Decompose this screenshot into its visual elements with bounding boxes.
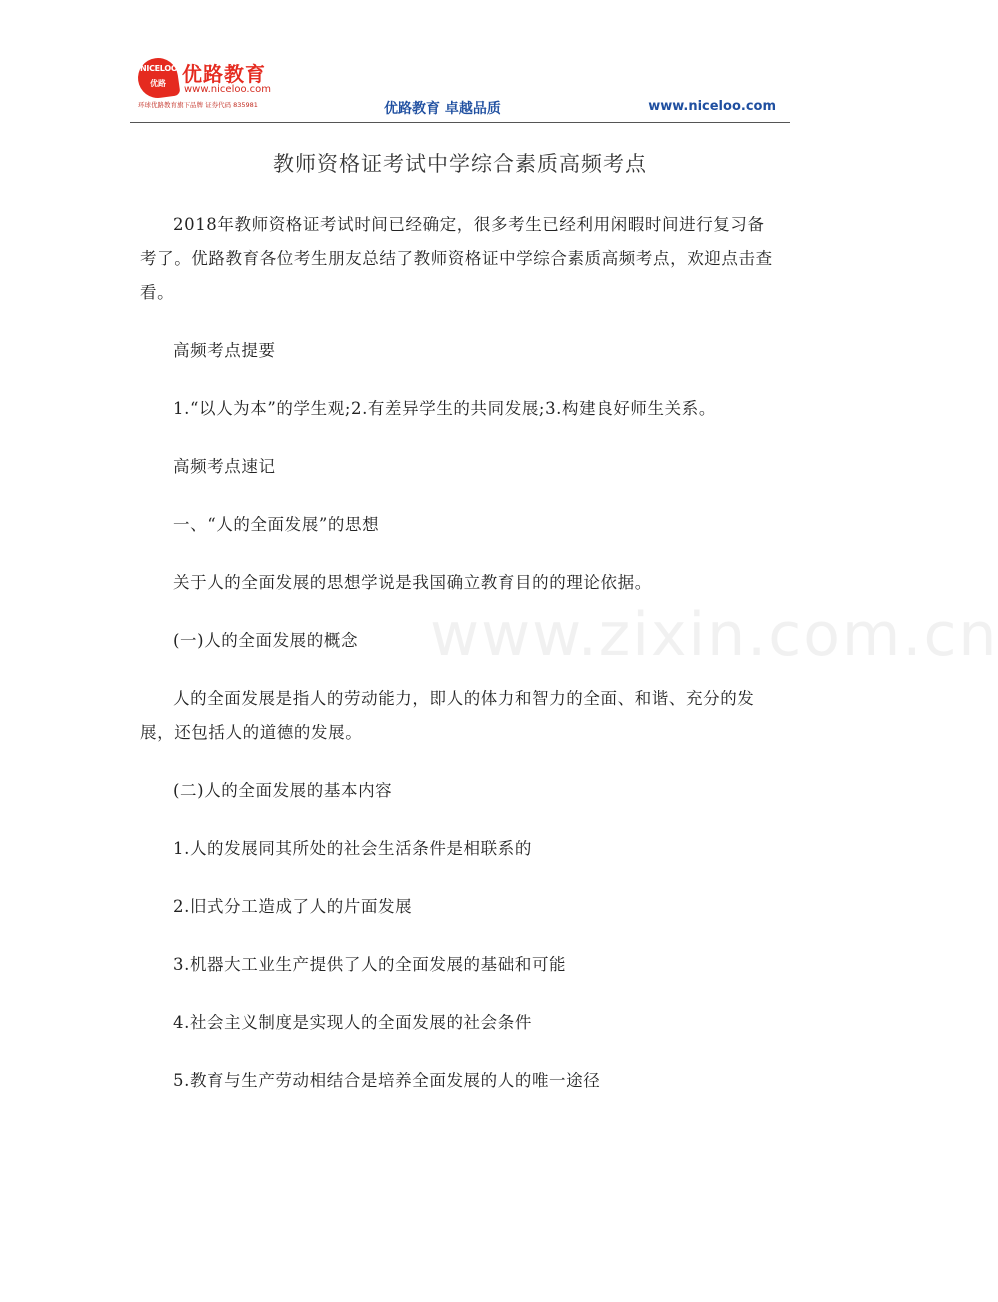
logo-url: www.niceloo.com [184,84,271,95]
list-item: 4.社会主义制度是实现人的全面发展的社会条件 [173,1013,532,1032]
header-site-link[interactable]: www.niceloo.com [648,99,776,114]
heading-all-round-development: 一、“人的全面发展”的思想 [173,515,380,534]
list-item: 1.人的发展同其所处的社会生活条件是相联系的 [173,839,532,858]
list-item: 2.旧式分工造成了人的片面发展 [173,897,413,916]
watermark: www.zixin.com.cn [430,600,998,670]
summary-points: 1.“以人为本”的学生观;2.有差异学生的共同发展;3.构建良好师生关系。 [173,399,716,418]
logo-badge-sub: 优路 [150,79,166,88]
logo-tagline: 环球优路教育旗下品牌 证券代码 835981 [138,101,258,109]
list-item: 5.教育与生产劳动相结合是培养全面发展的人的唯一途径 [173,1071,601,1090]
header-divider [130,122,790,123]
page-header [130,56,790,124]
paragraph-concept: 人的全面发展是指人的劳动能力，即人的体力和智力的全面、和谐、充分的发展，还包括人的道德的发展。 [140,689,755,742]
document-title: 教师资格证考试中学综合素质高频考点 [273,152,647,176]
section-heading-summary: 高频考点提要 [173,341,276,360]
document-body [140,208,780,1098]
logo-name: 优路教育 [182,62,266,86]
subheading-concept: (一)人的全面发展的概念 [173,631,359,650]
logo-badge-text: NICELOO [140,64,178,73]
list-item: 3.机器大工业生产提供了人的全面发展的基础和可能 [173,955,567,974]
subheading-basic-content: (二)人的全面发展的基本内容 [173,781,393,800]
header-slogan: 优路教育 卓越品质 [384,101,501,117]
intro-paragraph: 2018年教师资格证考试时间已经确定，很多考生已经利用闲暇时间进行复习备考了。优路教育各位考生朋友总结了教师资格证中学综合素质高频考点，欢迎点击查看。 [140,215,773,302]
paragraph-theory-basis: 关于人的全面发展的思想学说是我国确立教育目的的理论依据。 [173,573,652,592]
section-heading-notes: 高频考点速记 [173,457,276,476]
niceloo-logo [138,56,328,116]
